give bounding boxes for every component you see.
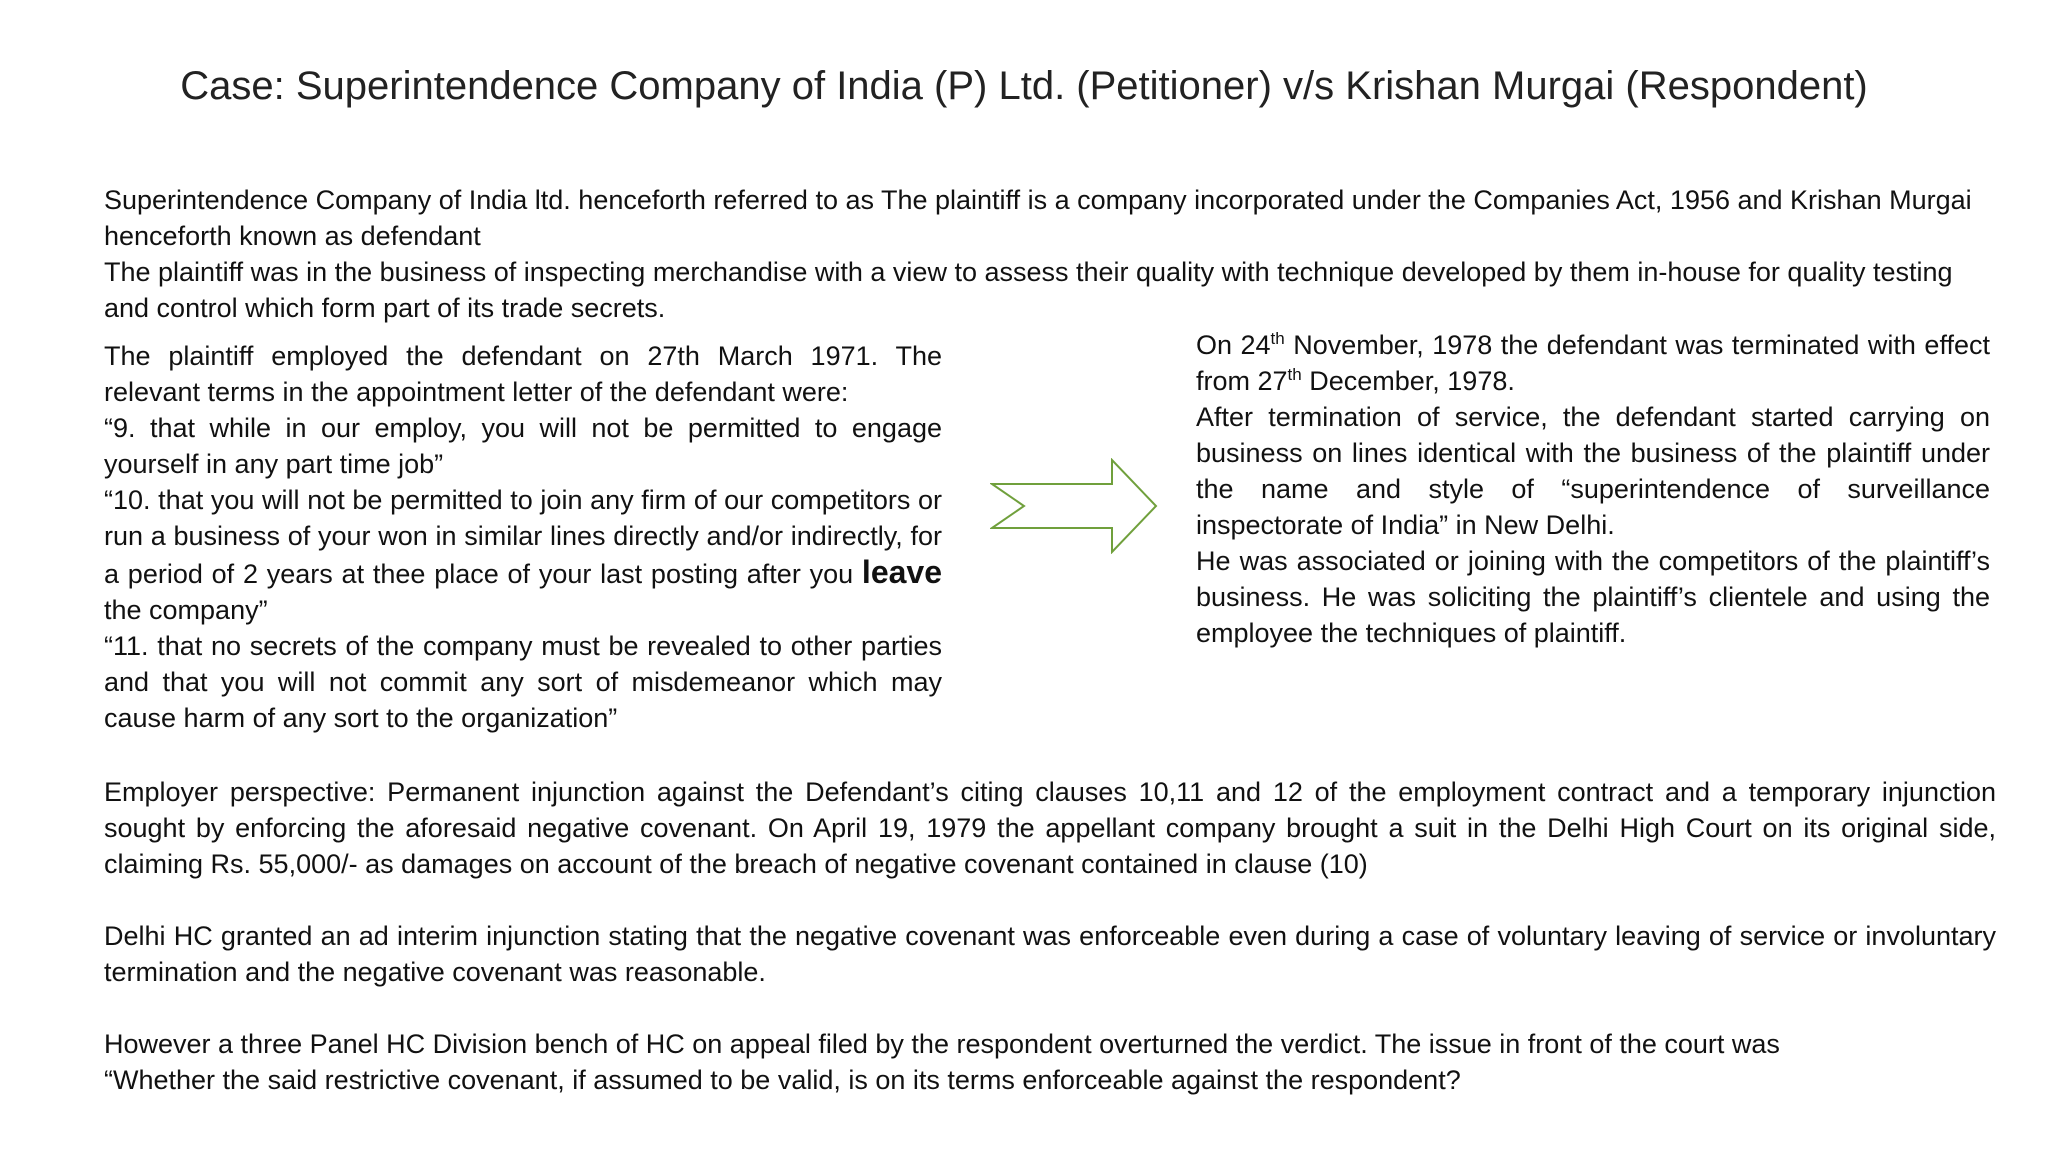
appointment-terms-column: [104, 338, 942, 736]
intro-business: The plaintiff was in the business of inspecting merchandise with a view to assess their quality with technique developed by them in-house for quality testing and control which form part of its trade secrets.: [104, 257, 1953, 323]
post-termination-paragraph: After termination of service, the defendant started carrying on business on lines identical with the business of the plaintiff under the name and style of “superintendence of surveillance inspectorate of India” in New Delhi.: [1196, 402, 1990, 540]
clause-11: “11. that no secrets of the company must be revealed to other parties and that you will not commit any sort of misdemeanor which may cause harm of any sort to the organization”: [104, 631, 942, 733]
intro-parties: Superintendence Company of India ltd. henceforth referred to as The plaintiff is a company incorporated under the Companies Act, 1956 and Krishan Murgai henceforth known as defendant: [104, 185, 1972, 251]
competitor-paragraph: He was associated or joining with the competitors of the plaintiff’s business. He was soliciting the plaintiff’s clientele and using the employee the techniques of plaintiff.: [1196, 546, 1990, 648]
clause-9: “9. that while in our employ, you will not be permitted to engage yourself in any part time job”: [104, 413, 942, 479]
termination-text-c: December, 1978.: [1301, 366, 1515, 396]
clause-10-text-end: the company”: [104, 595, 268, 625]
termination-text-b: November, 1978 the defendant was terminated with effect from 27: [1196, 330, 1990, 396]
termination-column: [1196, 327, 1990, 651]
intro-section: [104, 182, 2004, 326]
ordinal-suffix: th: [1287, 365, 1302, 384]
clause-10: [104, 482, 942, 628]
appeal-section: [104, 1026, 1996, 1098]
ordinal-suffix: th: [1270, 329, 1285, 348]
appointment-paragraph: The plaintiff employed the defendant on 27th March 1971. The relevant terms in the appointment letter of the defendant were:: [104, 341, 942, 407]
right-arrow-icon: [990, 458, 1160, 554]
termination-paragraph: [1196, 327, 1990, 399]
delhi-hc-paragraph: Delhi HC granted an ad interim injunction stating that the negative covenant was enforceable even during a case of voluntary leaving of service or involuntary termination and the negative covenant was reasonable.: [104, 921, 1996, 987]
slide-title: Case: Superintendence Company of India (P) Ltd. (Petitioner) v/s Krishan Murgai (Respondent): [180, 64, 1868, 108]
right-arrow-shape: [992, 460, 1156, 552]
clause-10-text-start: “10. that you will not be permitted to join any firm of our competitors or run a business of your won in similar lines directly and/or indirectly, for a period of 2 years at thee place of your last posting after you: [104, 485, 942, 589]
issue-question: “Whether the said restrictive covenant, if assumed to be valid, is on its terms enforceable against the respondent?: [104, 1065, 1461, 1095]
termination-text-a: On 24: [1196, 330, 1271, 360]
clause-10-bold-word: leave: [861, 554, 942, 590]
employer-perspective-paragraph: Employer perspective: Permanent injunction against the Defendant’s citing clauses 10,11 and 12 of the employment contract and a temporary injunction sought by enforcing the aforesaid negative covenant. On April 19, 1979 the appellant company brought a suit in the Delhi High Court on its original side, claiming Rs. 55,000/- as damages on account of the breach of negative covenant contained in clause (10): [104, 777, 1996, 879]
appeal-paragraph: However a three Panel HC Division bench of HC on appeal filed by the respondent overturned the verdict. The issue in front of the court was: [104, 1029, 1780, 1059]
